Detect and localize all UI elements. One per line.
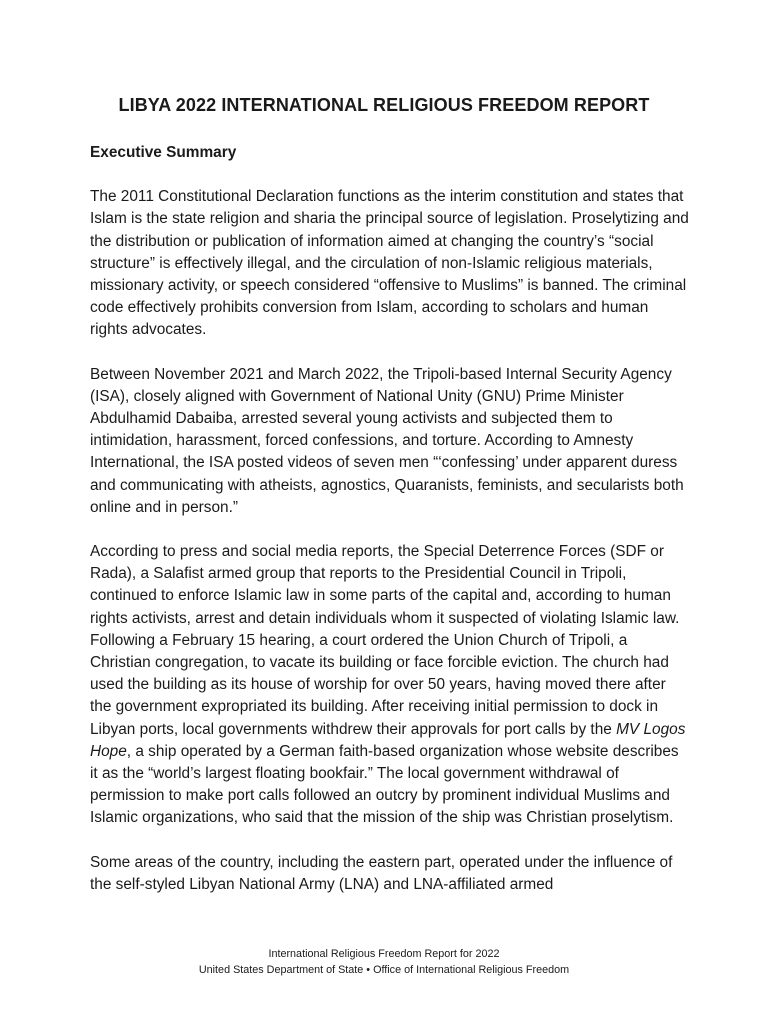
paragraph-3-text-a: According to press and social media reports, the Special Deterrence Forces (SDF or Rada), a Salafist armed group that reports to the Presidential Council in Tripoli, continued to enforce Islamic law in some parts of the capital and, according to human rights activists, arrest and detain individuals whom it suspected of violating Islamic law. Following a February 15 hearing, a court ordered the Union Church of Tripoli, a Christian congregation, to vacate its building or face forcible eviction. The church had used the building as its house of worship for over 50 years, having moved there after the government expropriated its building. After receiving initial permission to dock in Libyan ports, local governments withdrew their approvals for port calls by the <box>90 543 680 738</box>
paragraph-2: Between November 2021 and March 2022, the Tripoli-based Internal Security Agency (ISA), closely aligned with Government of National Unity (GNU) Prime Minister Abdulhamid Dabaiba, arrested several young activists and subjected them to intimidation, harassment, forced confessions, and torture. According to Amnesty International, the ISA posted videos of seven men “‘confessing’ under apparent duress and communicating with atheists, agnostics, Quaranists, feminists, and secularists both online and in person.” <box>90 365 684 516</box>
footer-line-1: International Religious Freedom Report for 2022 <box>268 948 500 960</box>
paragraph-1: The 2011 Constitutional Declaration functions as the interim constitution and states that Islam is the state religion and sharia the principal source of legislation. Proselytizing and the distribution or publication of information aimed at changing the country’s “social structure” is effectively illegal, and the circulation of non-Islamic religious materials, missionary activity, or speech considered “offensive to Muslims” is banned. The criminal code effectively prohibits conversion from Islam, according to scholars and human rights advocates. <box>90 188 689 339</box>
footer-line-2: United States Department of State • Office of International Religious Freedom <box>198 964 570 976</box>
paragraph-3-text-b: , a ship operated by a German faith-based organization whose website describes it as the “world’s largest floating bookfair.” The local government withdrawal of permission to make port calls followed an outcry by prominent individual Muslims and Islamic organizations, who said that the mission of the ship was Christian proselytism. <box>90 742 679 827</box>
page-footer <box>0 946 768 978</box>
paragraph-3 <box>90 541 690 830</box>
paragraph-4: Some areas of the country, including the eastern part, operated under the influence of the self-styled Libyan National Army (LNA) and LNA-affiliated armed <box>90 853 673 893</box>
ship-name: MV Logos Hope <box>90 720 686 760</box>
section-heading: Executive Summary <box>90 144 237 161</box>
report-body <box>90 142 690 918</box>
report-title: LIBYA 2022 INTERNATIONAL RELIGIOUS FREEDOM REPORT <box>118 95 650 115</box>
